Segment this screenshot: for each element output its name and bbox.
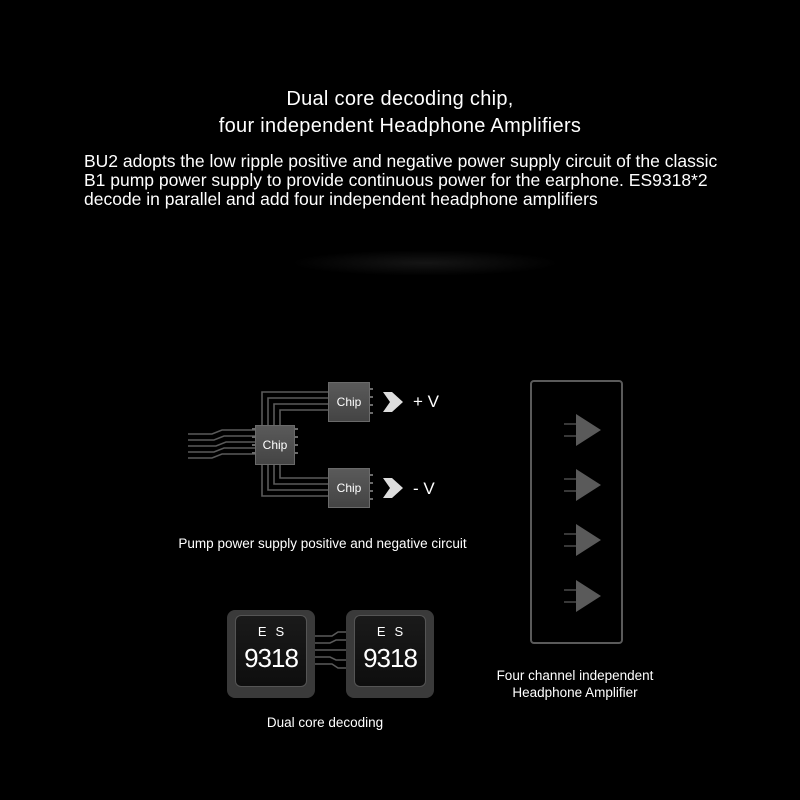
negative-voltage-label: - V: [413, 479, 435, 498]
input-trace-4: [188, 448, 255, 452]
input-trace-2: [188, 436, 255, 440]
description-paragraph: BU2 adopts the low ripple positive and negative power supply circuit of the classic B1 pump power supply to provide continuous power for the earphone. ES9318*2 decode in parallel and add four independent headphone amplifiers: [84, 151, 718, 209]
es-trace-1: [315, 632, 346, 636]
trace-main-top-3: [274, 404, 328, 425]
positive-voltage-label: + V: [413, 392, 439, 411]
amplifier-caption-line-2: Headphone Amplifier: [512, 685, 638, 700]
positive-chip-label: Chip: [336, 395, 362, 409]
positive-chip: [328, 382, 370, 422]
input-trace-3: [188, 442, 255, 446]
amplifier-caption-line-1: Four channel independent: [496, 668, 654, 683]
trace-main-top-4: [280, 410, 328, 425]
es-trace-5: [315, 664, 346, 668]
es9318-chip-right: [346, 610, 434, 698]
pump-circuit-caption: Pump power supply positive and negative circuit: [178, 536, 467, 551]
es-trace-2: [315, 640, 346, 643]
amplifier-panel: [530, 380, 623, 644]
trace-main-top-1: [262, 392, 328, 425]
trace-main-top-2: [268, 398, 328, 425]
es-chip-brand: ES: [376, 624, 413, 639]
trace-main-bot-4: [280, 465, 328, 478]
negative-output-arrow: [383, 478, 403, 498]
amplifier-caption: [460, 667, 690, 701]
es-trace-4: [315, 657, 346, 660]
negative-chip-label: Chip: [336, 481, 362, 495]
es9318-chip-left: [227, 610, 315, 698]
es-chip-model: 9318: [363, 643, 417, 673]
es-chip-brand: ES: [257, 624, 294, 639]
heading-line-1: Dual core decoding chip,: [286, 88, 514, 110]
es-chip-model: 9318: [244, 643, 298, 673]
input-trace-1: [188, 430, 255, 434]
input-trace-5: [188, 454, 255, 458]
main-chip-label: Chip: [262, 438, 288, 452]
dual-core-caption: Dual core decoding: [266, 715, 384, 730]
trace-main-bot-3: [274, 465, 328, 484]
trace-main-bot-1: [262, 465, 328, 496]
negative-chip: [328, 468, 370, 508]
heading-line-2: four independent Headphone Amplifiers: [218, 115, 582, 137]
positive-output-arrow: [383, 392, 403, 412]
main-chip: [255, 425, 295, 465]
